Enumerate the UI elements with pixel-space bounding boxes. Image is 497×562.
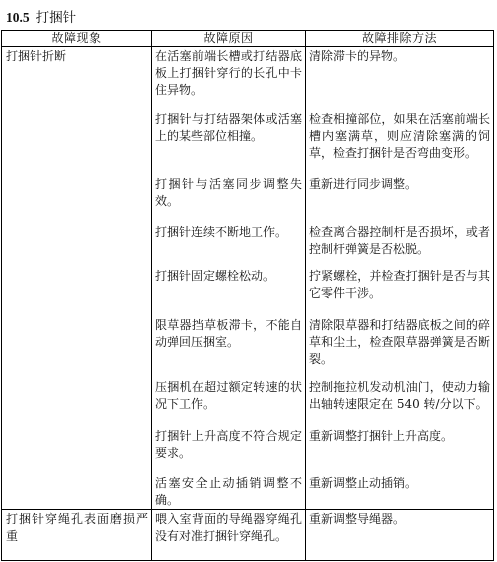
cause-cell: 喂入室背面的导绳器穿绳孔没有对准打捆针穿绳孔。	[155, 512, 302, 543]
remedy-cell: 重新调整导绳器。	[309, 512, 406, 526]
header-symptom: 故障现象	[51, 31, 102, 45]
header-remedy: 故障排除方法	[361, 31, 437, 45]
cause-cell: 打捆针与打结器架体或活塞上的某些部位相撞。	[155, 112, 302, 143]
row-divider	[2, 509, 493, 510]
cause-cell: 打捆针上升高度不符合规定要求。	[155, 429, 302, 460]
cause-cell: 在活塞前端长槽或打结器底板上打捆针穿行的长孔中卡住异物。	[155, 49, 302, 97]
cause-cell: 限草器挡草板滞卡，不能自动弹回压捆室。	[155, 318, 302, 349]
header-cause: 故障原因	[203, 31, 254, 45]
cause-cell: 打捆针固定螺栓松动。	[155, 269, 276, 283]
section-title: 打捆针	[35, 10, 77, 26]
cause-cell: 打捆针与活塞同步调整失效。	[155, 177, 302, 208]
remedy-cell: 拧紧螺栓，并检查打捆针是否与其它零件干涉。	[309, 269, 490, 300]
remedy-cell: 检查相撞部位，如果在活塞前端长槽内塞满草，则应清除塞满的饲草，检查打捆针是否弯曲变形。	[309, 112, 490, 160]
section-heading	[6, 7, 76, 29]
column-divider	[305, 31, 306, 560]
remedy-cell: 清除限草器和打结器底板之间的碎草和尘土，检查限草器弹簧是否断裂。	[309, 318, 490, 366]
remedy-cell: 清除滞卡的异物。	[309, 49, 406, 63]
remedy-cell: 重新调整打捆针上升高度。	[309, 429, 454, 443]
symptom-cell: 打捆针折断	[6, 49, 67, 63]
remedy-cell: 检查离合器控制杆是否损坏，或者控制杆弹簧是否松脱。	[309, 225, 490, 256]
remedy-cell: 重新调整止动插销。	[309, 476, 418, 490]
section-number: 10.5	[6, 10, 30, 25]
table-header	[2, 31, 493, 47]
cause-cell: 压捆机在超过额定转速的状况下工作。	[155, 380, 302, 411]
cause-cell: 打捆针连续不断地工作。	[155, 225, 288, 239]
remedy-cell: 重新进行同步调整。	[309, 177, 418, 191]
symptom-cell: 打捆针穿绳孔表面磨损严重	[6, 512, 148, 543]
remedy-cell: 控制拖拉机发动机油门，使动力输出轴转速限定在 540 转/分以下。	[309, 380, 490, 411]
column-divider	[151, 31, 152, 560]
cause-cell: 活塞安全止动插销调整不确。	[155, 476, 302, 507]
fault-table	[1, 30, 494, 561]
